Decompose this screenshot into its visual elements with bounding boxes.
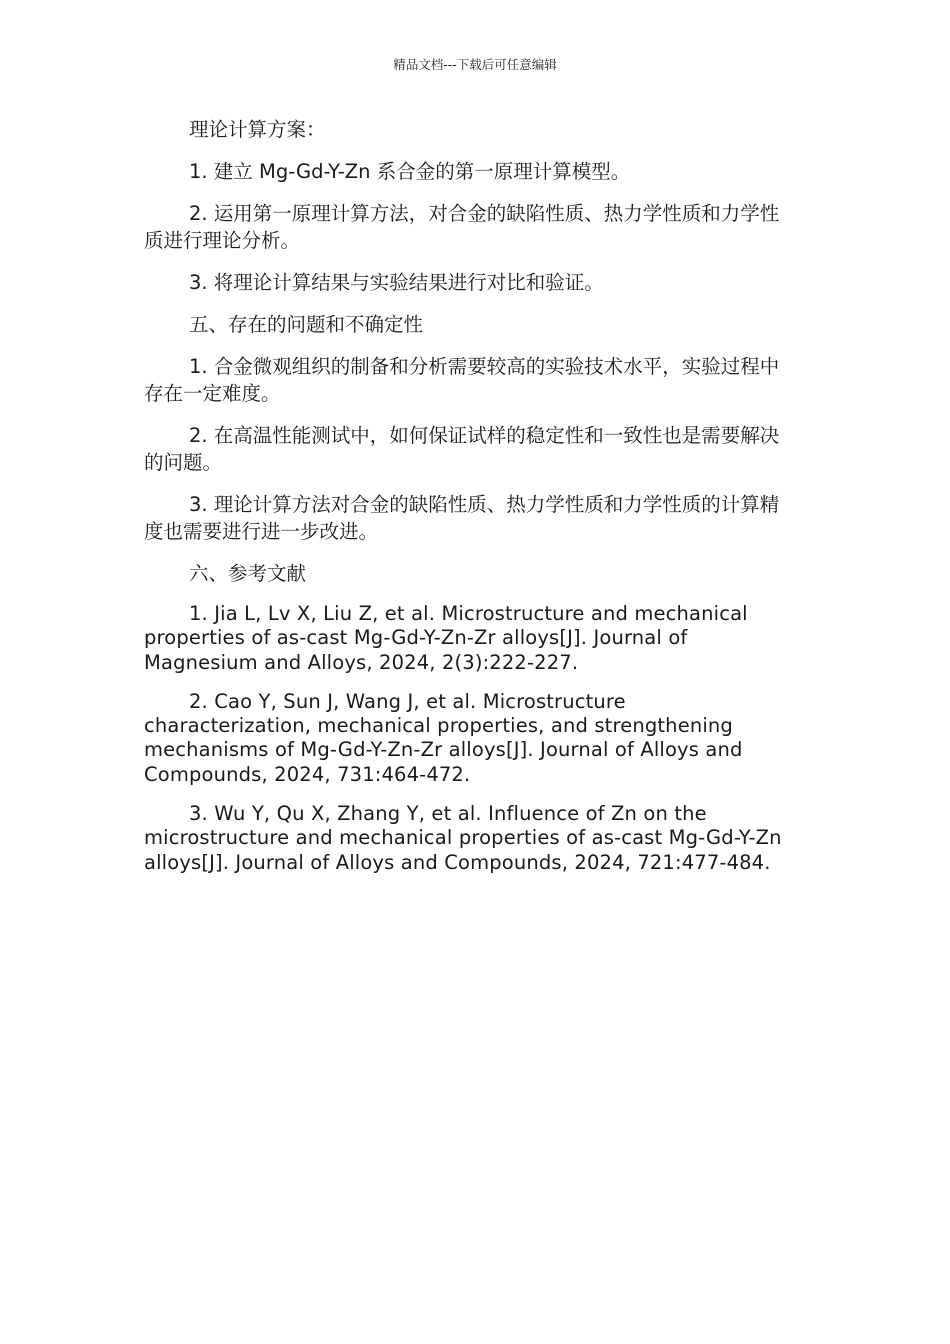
page-header-watermark: 精品文档---下载后可任意编辑 bbox=[393, 57, 557, 72]
paragraph-item: 2. 在高温性能测试中，如何保证试样的稳定性和一致性也是需要解决的问题。 bbox=[144, 424, 780, 474]
reference-entry: 1. Jia L, Lv X, Liu Z, et al. Microstructure and mechanical properties of as-cast Mg-Gd-Y-Zn-Zr alloys[J]. Journal of Magnesium and Alloys, 2024, 2(3):222-227. bbox=[144, 602, 748, 674]
paragraph-item: 1. 合金微观组织的制备和分析需要较高的实验技术水平，实验过程中存在一定难度。 bbox=[144, 355, 780, 405]
reference-entry: 3. Wu Y, Qu X, Zhang Y, et al. Influence of Zn on the microstructure and mechanical properties of as-cast Mg-Gd-Y-Zn alloys[J]. Journal of Alloys and Compounds, 2024, 721:477-484. bbox=[144, 802, 782, 874]
paragraph-item: 3. 将理论计算结果与实验结果进行对比和验证。 bbox=[189, 271, 604, 294]
paragraph-item: 1. 建立 Mg-Gd-Y-Zn 系合金的第一原理计算模型。 bbox=[189, 160, 631, 183]
paragraph-item: 2. 运用第一原理计算方法，对合金的缺陷性质、热力学性质和力学性质进行理论分析。 bbox=[144, 202, 780, 252]
document-body bbox=[144, 116, 798, 890]
section-heading-references: 六、参考文献 bbox=[189, 562, 307, 585]
paragraph-item: 3. 理论计算方法对合金的缺陷性质、热力学性质和力学性质的计算精度也需要进行进一步改进。 bbox=[144, 493, 780, 543]
section-heading-problems: 五、存在的问题和不确定性 bbox=[189, 313, 424, 336]
section-heading-theoretical-calculation: 理论计算方案： bbox=[189, 118, 326, 141]
reference-entry: 2. Cao Y, Sun J, Wang J, et al. Microstructure characterization, mechanical properties, and strengthening mechanisms of Mg-Gd-Y-Zn-Zr alloys[J]. Journal of Alloys and Compounds, 2024, 731:464-472. bbox=[144, 689, 743, 786]
